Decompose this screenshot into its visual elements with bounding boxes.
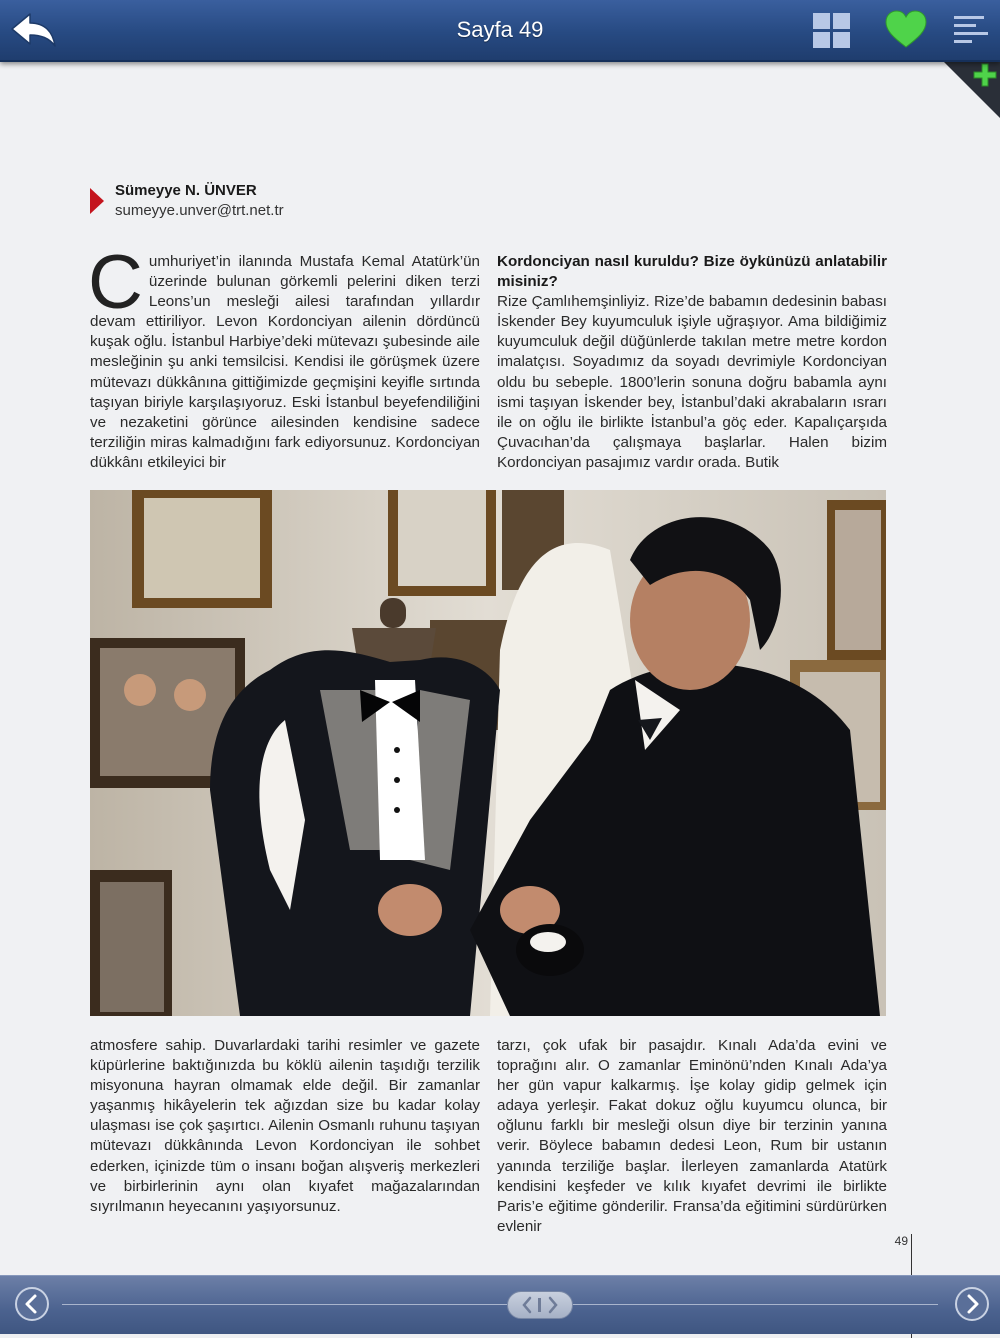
table-of-contents-button[interactable]: [952, 12, 992, 50]
page-slider-handle[interactable]: [507, 1291, 573, 1319]
bottom-toolbar: [0, 1275, 1000, 1334]
article-column-top-right: [497, 252, 888, 471]
previous-page-button[interactable]: [14, 1286, 50, 1322]
article-column-bottom-right: [497, 1036, 887, 1235]
plus-icon: [942, 60, 1000, 118]
favorite-button[interactable]: [884, 10, 928, 50]
article-text: Rize Çamlıhemşinliyiz. Rize’de babamın dedesinin babası İskender Bey kuyumculuk işiyle uğraşıyor. Ama bildiğimiz kuyumculuk değil düğünlerde takılan metre metre kordon imalatçısı. Soyadımız da soyadı devrimiyle Kordonciyan oldu bu sebeple. 1800’lerin sonuna doğru babamla aynı ismi taşıyan İskender bey, İstanbul’daki akrabaların ısrarı ile on oğlu ile birlikte İstanbul’a göç eder. Kapalıçarşıda Çuvacıhan’da çalışmaya başlarlar. Halen bizim Kordonciyan pasajımız vardır orada. Butik: [497, 293, 888, 471]
article-column-bottom-left: [90, 1036, 480, 1221]
back-button[interactable]: [8, 10, 60, 50]
magazine-page: [0, 62, 1000, 1275]
next-page-button[interactable]: [954, 1286, 990, 1322]
tailor-photo-illustration: [90, 490, 886, 1016]
author-marker-icon: [90, 188, 104, 214]
drop-cap: C: [88, 240, 143, 325]
heart-icon: [884, 10, 928, 50]
article-column-top-left: [88, 240, 480, 471]
back-arrow-icon: [8, 10, 60, 50]
page-slider-track[interactable]: [62, 1304, 938, 1305]
article-photo: [90, 490, 886, 1016]
article-text: umhuriyet’in ilanında Mustafa Kemal Atatürk’ün üzerinde bulunan görkemli pelerini diken terzi Leons’un mesleği ailesi tarafından yıllardır devam ettiriliyor. Levon Kordonciyan ailenin dördüncü kuşak oğlu. İstanbul Harbiye’deki mütevazı şubesinde aile mesleğinin şu anki temsilcisi. Kendisi ile görüşmek üzere mütevazı dükkânına gittiğimizde geçmişini keyifle sırtında taşıyan biriyle karşılaşıyoruz. Eski İstanbul beyefendiliğini ve nezaketini görünce ailesinden kendisine sadece terziliğin miras kalmadığını fark ediyorsunuz. Kordonciyan dükkânı etkileyici bir: [90, 253, 480, 471]
top-toolbar: [0, 0, 1000, 62]
author-name: Sümeyye N. ÜNVER: [115, 182, 257, 199]
article-text: atmosfere sahip. Duvarlardaki tarihi resimler ve gazete küpürlerine baktığınızda bu köklü ailenin taşıdığı terzilik misyonuna hayran olmamak elde değil. Bir zamanlar yaşanmış hikâyelerin tek ağızdan size bu kadar kolay ulaşması ise çok şaşırtıcı. Ailenin Osmanlı ruhunu taşıyan mütevazı dükkânında Levon Kordonciyan ile sohbet ederken, içinizde tüm o insanı boğan alışveriş merkezleri ve birbirlerinin aynı olan kıyafet mağazalarından sıyrılmanın heyecanını yaşıyorsunuz.: [90, 1037, 480, 1215]
page-title: Sayfa 49: [456, 17, 544, 42]
chevron-right-icon: [954, 1286, 990, 1322]
page-slider-icon: [508, 1292, 572, 1318]
author-email: sumeyye.unver@trt.net.tr: [115, 202, 284, 219]
grid-view-button[interactable]: [812, 12, 852, 50]
article-text: tarzı, çok ufak bir pasajdır. Kınalı Ada’da evini ve toprağını alır. O zamanlar Eminönü’nden Kınalı Ada’ya her gün vapur kalkarmış. İşe kolay gidip gelmek için adaya yerleşir. Fakat dokuz oğlu kuyumcu olunca, bir oğlunu farklı bir mesleği olsun diye bir terzinin yanına verir. Böylece babamın dedesi Leon, Rum bir ustanın yanında terziliğe başlar. İlerleyen zamanlarda Atatürk kendisini keşfeder ve kılık kıyafet devrimi ile birlikte Paris’e eğitime gönderilir. Fransa’da eğitimini sürdürürken evlenir: [497, 1037, 887, 1235]
page-number: 49: [894, 1234, 908, 1248]
chevron-left-icon: [14, 1286, 50, 1322]
grid-view-icon: [812, 12, 852, 50]
interview-question: Kordonciyan nasıl kuruldu? Bize öykünüzü anlatabilir misiniz?: [497, 253, 887, 291]
table-of-contents-icon: [952, 12, 992, 50]
add-bookmark-button[interactable]: [942, 60, 1000, 118]
